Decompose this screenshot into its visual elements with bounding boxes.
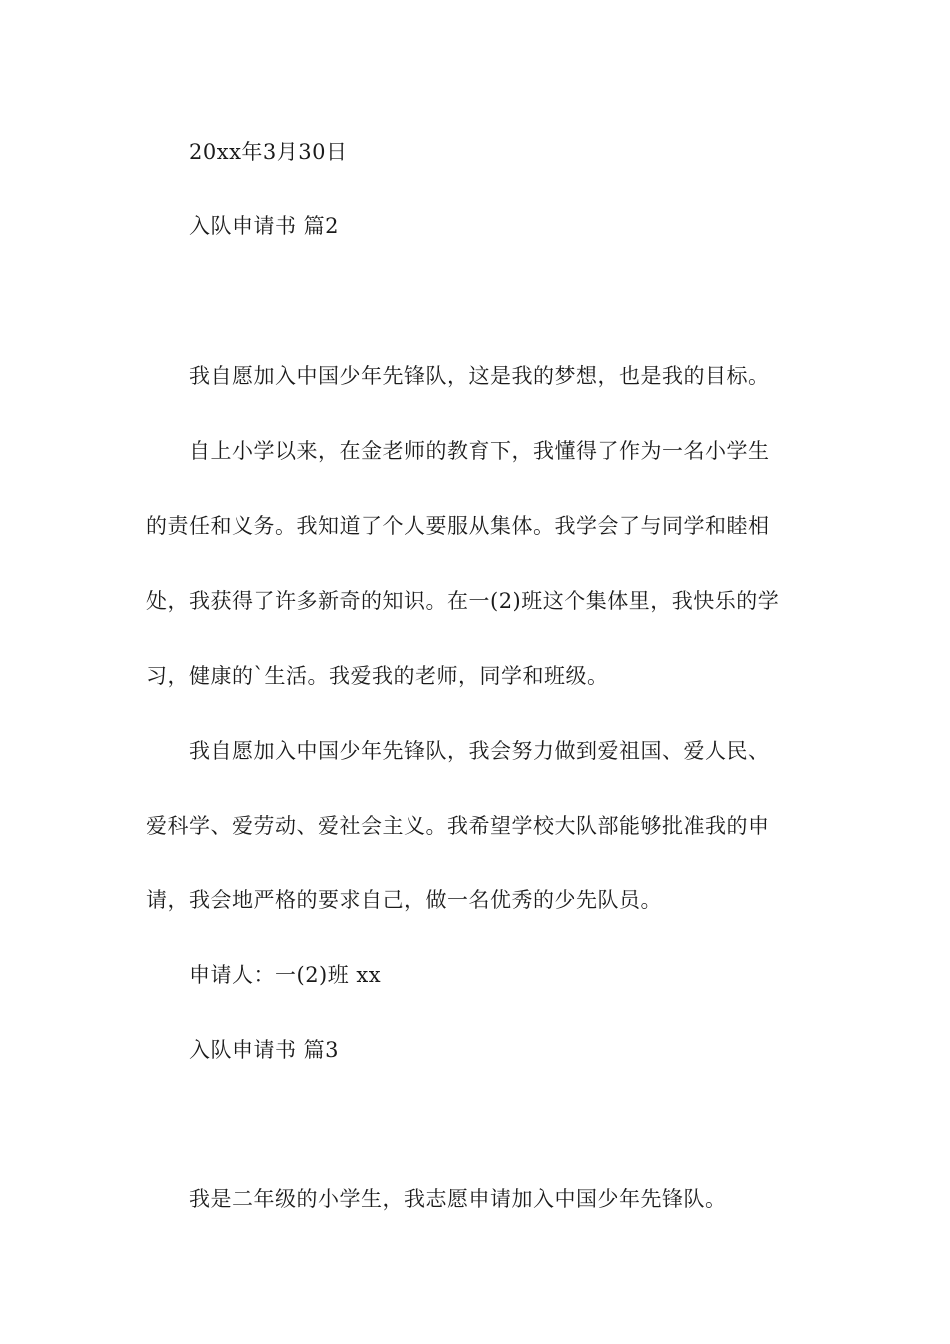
paragraph-line: 我自愿加入中国少年先锋队，这是我的梦想，也是我的目标。	[189, 364, 770, 388]
paragraph-line: 处，我获得了许多新奇的知识。在一(2)班这个集体里，我快乐的学	[146, 589, 780, 613]
paragraph-line: 自上小学以来，在金老师的教育下，我懂得了作为一名小学生	[189, 439, 770, 463]
paragraph-line: 我是二年级的小学生，我志愿申请加入中国少年先锋队。	[189, 1187, 727, 1211]
paragraph-line: 的责任和义务。我知道了个人要服从集体。我学会了与同学和睦相	[146, 514, 770, 538]
section2-title: 入队申请书 篇2	[189, 214, 340, 238]
paragraph-line: 习，健康的`生活。我爱我的老师，同学和班级。	[146, 664, 609, 688]
paragraph-line: 我自愿加入中国少年先锋队，我会努力做到爱祖国、爱人民、	[189, 739, 770, 763]
signature-line: 申请人：一(2)班 xx	[189, 963, 382, 987]
date-line: 20xx年3月30日	[189, 140, 348, 164]
section3-title: 入队申请书 篇3	[189, 1038, 340, 1062]
paragraph-line: 爱科学、爱劳动、爱社会主义。我希望学校大队部能够批准我的申	[146, 814, 770, 838]
paragraph-line: 请，我会地严格的要求自己，做一名优秀的少先队员。	[146, 888, 662, 912]
